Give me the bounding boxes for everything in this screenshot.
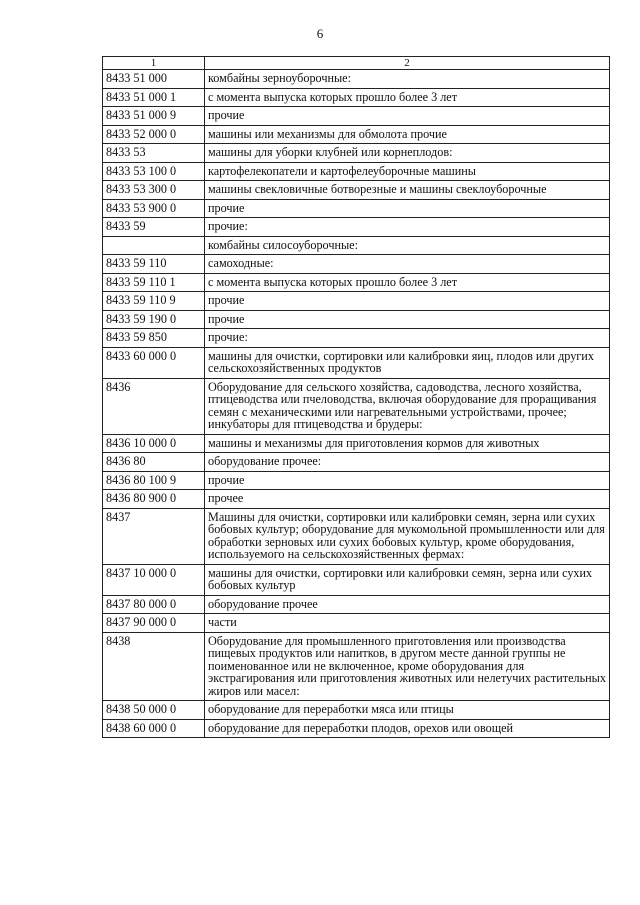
table-row	[103, 162, 610, 181]
code-cell: 8437	[103, 508, 205, 564]
description-cell: оборудование для переработки плодов, орехов или овощей	[205, 719, 610, 738]
tariff-table	[102, 56, 610, 738]
code-cell: 8433 59 110 9	[103, 292, 205, 311]
code-cell: 8433 53 300 0	[103, 181, 205, 200]
description-cell: Оборудование для сельского хозяйства, садоводства, лесного хозяйства, птицеводства или пчеловодства, включая оборудование для проращивания семян с механическими или нагревательными устройствами, прочее; инкубаторы для птицеводства и брудеры:	[205, 378, 610, 434]
description-cell: самоходные:	[205, 255, 610, 274]
code-cell: 8433 53 100 0	[103, 162, 205, 181]
code-cell: 8436 10 000 0	[103, 434, 205, 453]
description-cell: машины для уборки клубней или корнеплодов:	[205, 144, 610, 163]
code-cell: 8436 80	[103, 453, 205, 472]
table-header-row	[103, 57, 610, 70]
table-row	[103, 88, 610, 107]
code-cell: 8433 53 900 0	[103, 199, 205, 218]
code-cell: 8436	[103, 378, 205, 434]
description-cell: машины и механизмы для приготовления кормов для животных	[205, 434, 610, 453]
description-cell: прочие	[205, 471, 610, 490]
description-cell: части	[205, 614, 610, 633]
description-cell: оборудование для переработки мяса или птицы	[205, 701, 610, 720]
table-row	[103, 719, 610, 738]
description-cell: прочие:	[205, 218, 610, 237]
table-row	[103, 471, 610, 490]
column-header-1: 1	[103, 57, 205, 70]
code-cell: 8433 59 850	[103, 329, 205, 348]
code-cell: 8437 80 000 0	[103, 595, 205, 614]
code-cell: 8433 59 110	[103, 255, 205, 274]
code-cell: 8438 50 000 0	[103, 701, 205, 720]
description-cell: с момента выпуска которых прошло более 3 лет	[205, 88, 610, 107]
code-cell: 8433 59	[103, 218, 205, 237]
table-row	[103, 125, 610, 144]
description-cell: машины или механизмы для обмолота прочие	[205, 125, 610, 144]
table-row	[103, 329, 610, 348]
code-cell: 8433 51 000 1	[103, 88, 205, 107]
description-cell: Оборудование для промышленного приготовления или производства пищевых продуктов или напитков, в другом месте данной группы не поименованное или не включенное, кроме оборудования для экстрагирования или приготовления животных или нелетучих растительных жиров или масел:	[205, 632, 610, 701]
description-cell: с момента выпуска которых прошло более 3 лет	[205, 273, 610, 292]
page-number: 6	[316, 26, 324, 41]
table-row	[103, 614, 610, 633]
description-cell: картофелекопатели и картофелеуборочные машины	[205, 162, 610, 181]
code-cell: 8433 59 110 1	[103, 273, 205, 292]
description-cell: прочие	[205, 199, 610, 218]
code-cell: 8433 52 000 0	[103, 125, 205, 144]
table-row	[103, 632, 610, 701]
description-cell: оборудование прочее	[205, 595, 610, 614]
table-row	[103, 236, 610, 255]
description-cell: комбайны силосоуборочные:	[205, 236, 610, 255]
description-cell: прочие	[205, 107, 610, 126]
code-cell: 8436 80 900 0	[103, 490, 205, 509]
table-row	[103, 199, 610, 218]
code-cell: 8433 51 000 9	[103, 107, 205, 126]
code-cell: 8433 53	[103, 144, 205, 163]
table-row	[103, 181, 610, 200]
description-cell: оборудование прочее:	[205, 453, 610, 472]
code-cell: 8433 59 190 0	[103, 310, 205, 329]
code-cell: 8436 80 100 9	[103, 471, 205, 490]
table-row	[103, 453, 610, 472]
table-row	[103, 701, 610, 720]
description-cell: комбайны зерноуборочные:	[205, 70, 610, 89]
code-cell: 8433 60 000 0	[103, 347, 205, 378]
description-cell: Машины для очистки, сортировки или калибровки семян, зерна или сухих бобовых культур; оборудование для мукомольной промышленности или для обработки зерновых или сухих бобовых культур, кроме оборудования, используемого на сельскохозяйственных фермах:	[205, 508, 610, 564]
description-cell: машины для очистки, сортировки или калибровки яиц, плодов или других сельскохозяйственных продуктов	[205, 347, 610, 378]
code-cell: 8438 60 000 0	[103, 719, 205, 738]
description-cell: прочее	[205, 490, 610, 509]
table-row	[103, 564, 610, 595]
table-row	[103, 310, 610, 329]
table-row	[103, 273, 610, 292]
description-cell: машины свекловичные ботворезные и машины свеклоуборочные	[205, 181, 610, 200]
table-row	[103, 378, 610, 434]
table-row	[103, 144, 610, 163]
table-row	[103, 218, 610, 237]
table-body	[103, 70, 610, 738]
table-row	[103, 595, 610, 614]
code-cell: 8438	[103, 632, 205, 701]
description-cell: прочие	[205, 310, 610, 329]
table-row	[103, 347, 610, 378]
code-cell: 8433 51 000	[103, 70, 205, 89]
code-cell: 8437 10 000 0	[103, 564, 205, 595]
table-row	[103, 490, 610, 509]
description-cell: прочие:	[205, 329, 610, 348]
table-row	[103, 107, 610, 126]
code-cell	[103, 236, 205, 255]
description-cell: машины для очистки, сортировки или калибровки семян, зерна или сухих бобовых культур	[205, 564, 610, 595]
table-row	[103, 434, 610, 453]
table-row	[103, 508, 610, 564]
column-header-2: 2	[205, 57, 610, 70]
table-row	[103, 292, 610, 311]
table-row	[103, 255, 610, 274]
code-cell: 8437 90 000 0	[103, 614, 205, 633]
table-row	[103, 70, 610, 89]
description-cell: прочие	[205, 292, 610, 311]
